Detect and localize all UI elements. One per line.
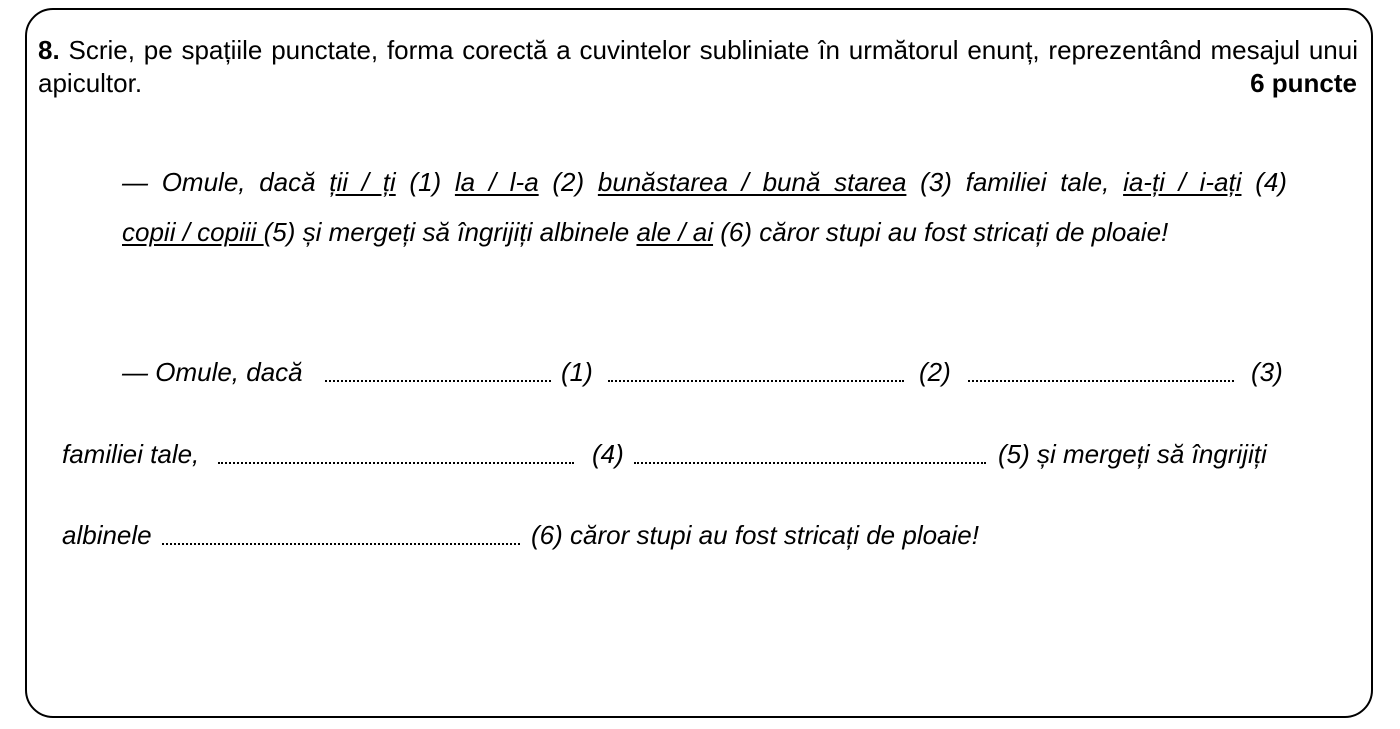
sentence-text: — Omule, dacă: [122, 167, 330, 197]
answer-line-2-start: familiei tale,: [62, 439, 200, 469]
blank-number-5: (5) și mergeți să îngrijiți: [998, 439, 1267, 469]
points-label: 6 puncte: [1250, 68, 1357, 98]
answer-blank-5[interactable]: [634, 462, 986, 464]
sentence-text: (5) și mergeți să îngrijiți albinele: [263, 217, 637, 247]
blank-number-1: (1): [561, 357, 593, 387]
underlined-option-4: ia-ți / i-ați: [1123, 167, 1242, 197]
answer-blank-2[interactable]: [608, 380, 904, 382]
sentence-text: (2): [538, 167, 598, 197]
underlined-option-6: ale / ai: [636, 217, 714, 247]
underlined-option-5: copii / copiii: [122, 217, 264, 247]
blank-number-2: (2): [919, 357, 951, 387]
answer-line-1-start: — Omule, dacă: [122, 357, 303, 387]
sentence-line-2: [122, 216, 1168, 249]
sentence-line-1: [122, 166, 1287, 199]
answer-blank-6[interactable]: [162, 543, 520, 545]
answer-blank-3[interactable]: [968, 380, 1234, 382]
question-number: 8.: [38, 35, 60, 65]
sentence-text: (6) căror stupi au fost stricați de ploaie!: [713, 217, 1169, 247]
blank-number-4: (4): [592, 439, 624, 469]
answer-blank-1[interactable]: [325, 380, 551, 382]
sentence-text: (3) familiei tale,: [906, 167, 1124, 197]
answer-blank-4[interactable]: [218, 462, 574, 464]
answer-line-3-start: albinele: [62, 520, 152, 550]
underlined-option-3: bunăstarea / bună starea: [597, 167, 907, 197]
question-text: [38, 34, 1358, 100]
sentence-text: (4): [1241, 167, 1287, 197]
blank-number-3: (3): [1251, 357, 1283, 387]
sentence-text: (1): [395, 167, 455, 197]
question-instruction: Scrie, pe spațiile punctate, forma corectă a cuvintelor subliniate în următorul enunț, reprezentând mesajul unui apicultor.: [38, 35, 1358, 98]
underlined-option-1: ții / ți: [329, 167, 396, 197]
blank-number-6: (6) căror stupi au fost stricați de ploaie!: [531, 520, 979, 550]
underlined-option-2: la / l-a: [454, 167, 539, 197]
